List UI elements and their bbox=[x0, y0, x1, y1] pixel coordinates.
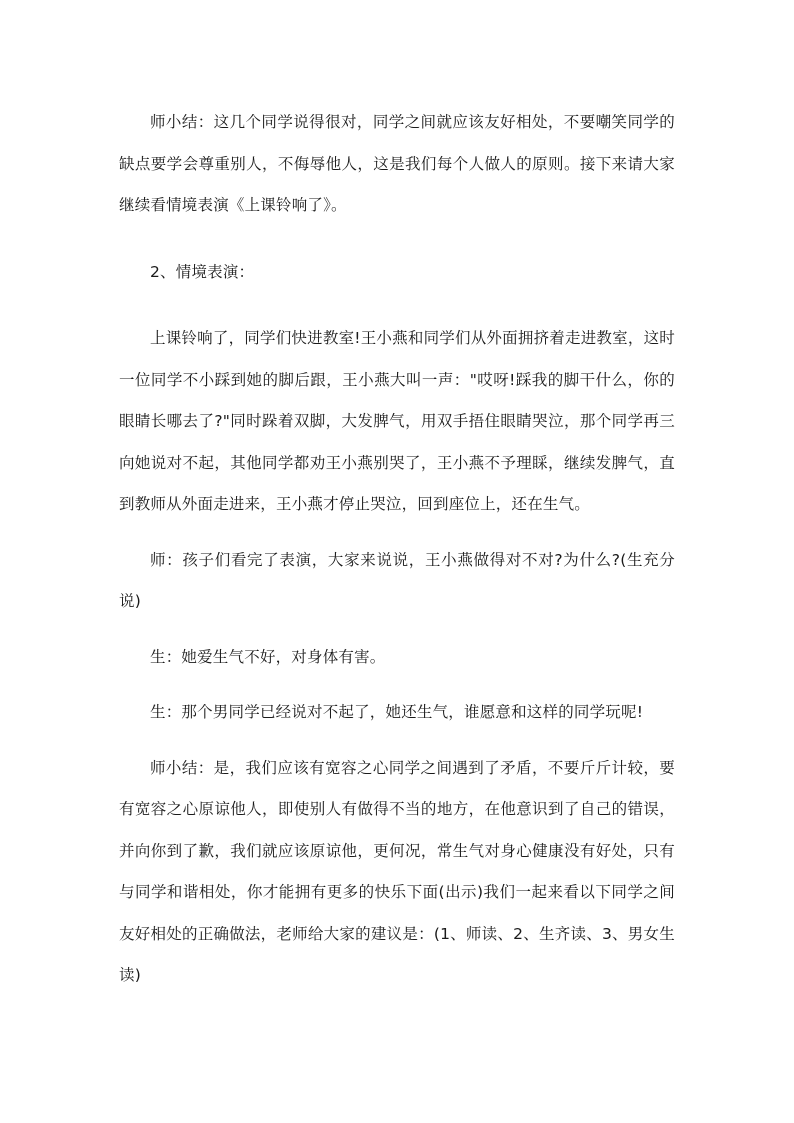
paragraph-teacher-question: 师：孩子们看完了表演，大家来说说，王小燕做得对不对?为什么?(生充分说) bbox=[119, 550, 675, 610]
paragraph-student-answer-2: 生：那个男同学已经说对不起了，她还生气，谁愿意和这样的同学玩呢! bbox=[150, 703, 644, 721]
paragraph-teacher-summary-2: 师小结：是，我们应该有宽容之心同学之间遇到了矛盾，不要斤斤计较，要有宽容之心原谅他人，即使别人有做得不当的地方，在他意识到了自己的错误，并向你到了歉，我们就应该原谅他，更何况，常生气对身心健康没有好处，只有与同学和谐相处，你才能拥有更多的快乐下面(出示)我们一起来看以下同学之间友好相处的正确做法，老师给大家的建议是：(1、师读、2、生齐读、3、男女生读) bbox=[119, 758, 675, 984]
paragraph-teacher-summary-1: 师小结：这几个同学说得很对，同学之间就应该友好相处，不要嘲笑同学的缺点要学会尊重别人，不侮辱他人，这是我们每个人做人的原则。接下来请大家继续看情境表演《上课铃响了》。 bbox=[119, 113, 675, 214]
paragraph-section-heading: 2、情境表演： bbox=[150, 262, 255, 281]
paragraph-scenario: 上课铃响了，同学们快进教室!王小燕和同学们从外面拥挤着走进教室，这时一位同学不小踩到她的脚后跟，王小燕大叫一声："哎呀!踩我的脚干什么，你的眼睛长哪去了?"同时跺着双脚，大发脾气，用双手捂住眼睛哭泣，那个同学再三向她说对不起，其他同学都劝王小燕别哭了，王小燕不予理睬，继续发脾气，直到教师从外面走进来，王小燕才停止哭泣，回到座位上，还在生气。 bbox=[119, 329, 675, 513]
paragraph-student-answer-1: 生：她爱生气不好，对身体有害。 bbox=[150, 647, 386, 666]
document-body bbox=[119, 102, 675, 997]
